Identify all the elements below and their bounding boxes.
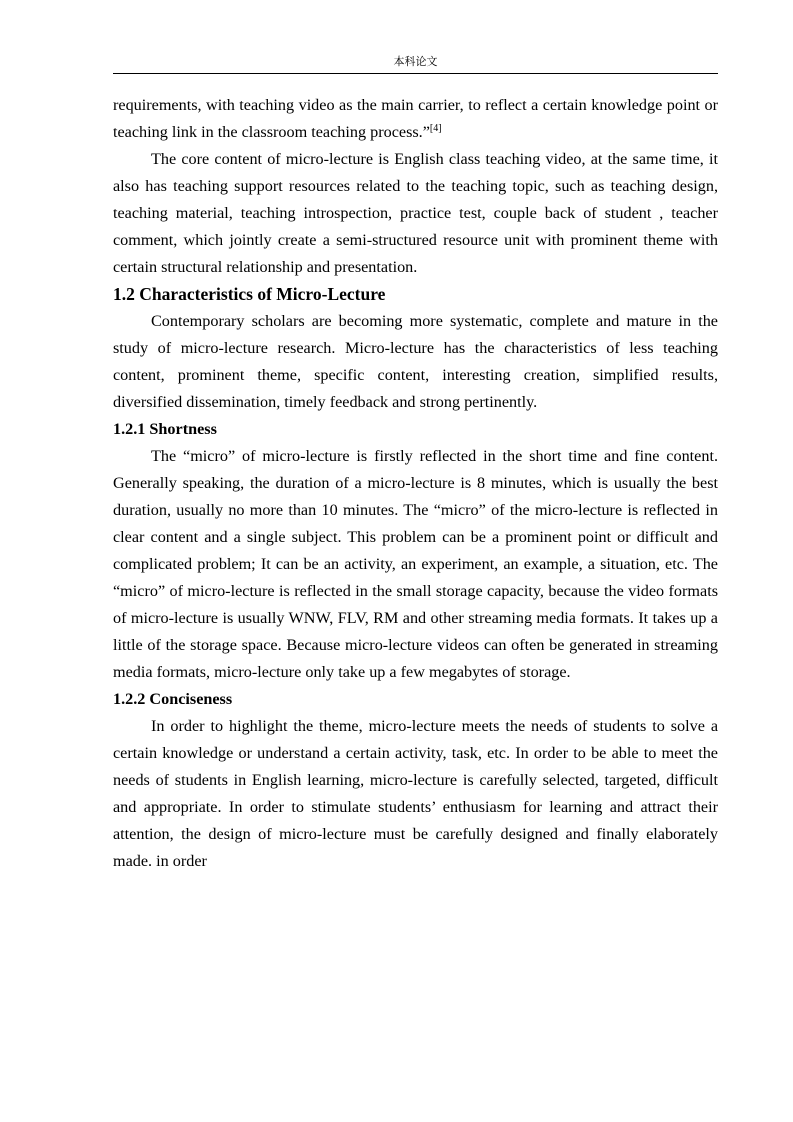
paragraph-shortness: The “micro” of micro-lecture is firstly reflected in the short time and fine content. Generally speaking, the duration of a micro-lecture is 8 minutes, which is usually the best duration, usually no more than 10 minutes. The “micro” of the micro-lecture is reflected in clear content and a single subject. This problem can be a prominent point or difficult and complicated problem; It can be an activity, an experiment, an example, a situation, etc. The “micro” of micro-lecture is reflected in the small storage capacity, because the video formats of micro-lecture is usually WNW, FLV, RM and other streaming media formats. It takes up a little of the storage space. Because micro-lecture videos can often be generated in streaming media formats, micro-lecture only take up a few megabytes of storage. (113, 447, 718, 681)
section-heading-1-2: 1.2 Characteristics of Micro-Lecture (113, 284, 386, 304)
subsection-heading-1-2-2: 1.2.2 Conciseness (113, 690, 233, 708)
paragraph-characteristics: Contemporary scholars are becoming more systematic, complete and mature in the study of micro-lecture research. Micro-lecture has the characteristics of less teaching content, prominent theme, specific content, interesting creation, simplified results, diversified dissemination, timely feedback and strong pertinently. (113, 312, 718, 411)
running-header: 本科论文 (393, 55, 438, 68)
paragraph-conciseness: In order to highlight the theme, micro-lecture meets the needs of students to solve a certain knowledge or understand a certain activity, task, etc. In order to be able to meet the needs of students in English learning, micro-lecture is carefully selected, targeted, difficult and appropriate. In order to stimulate students’ enthusiasm for learning and attract their attention, the design of micro-lecture must be carefully designed and finally elaborately made. in order (113, 717, 718, 870)
paragraph-continued (113, 92, 718, 146)
citation-reference: [4] (429, 123, 442, 134)
paragraph-core-content: The core content of micro-lecture is English class teaching video, at the same time, it also has teaching support resources related to the teaching topic, such as teaching design, teaching material, teaching introspection, practice test, couple back of student , teacher comment, which jointly create a semi-structured resource unit with prominent theme with certain structural relationship and presentation. (113, 150, 718, 276)
header-rule (113, 73, 718, 74)
subsection-heading-1-2-1: 1.2.1 Shortness (113, 420, 217, 438)
paragraph-text: requirements, with teaching video as the main carrier, to reflect a certain knowledge point or teaching link in the classroom teaching process.” (113, 96, 718, 141)
page-body (113, 92, 718, 875)
